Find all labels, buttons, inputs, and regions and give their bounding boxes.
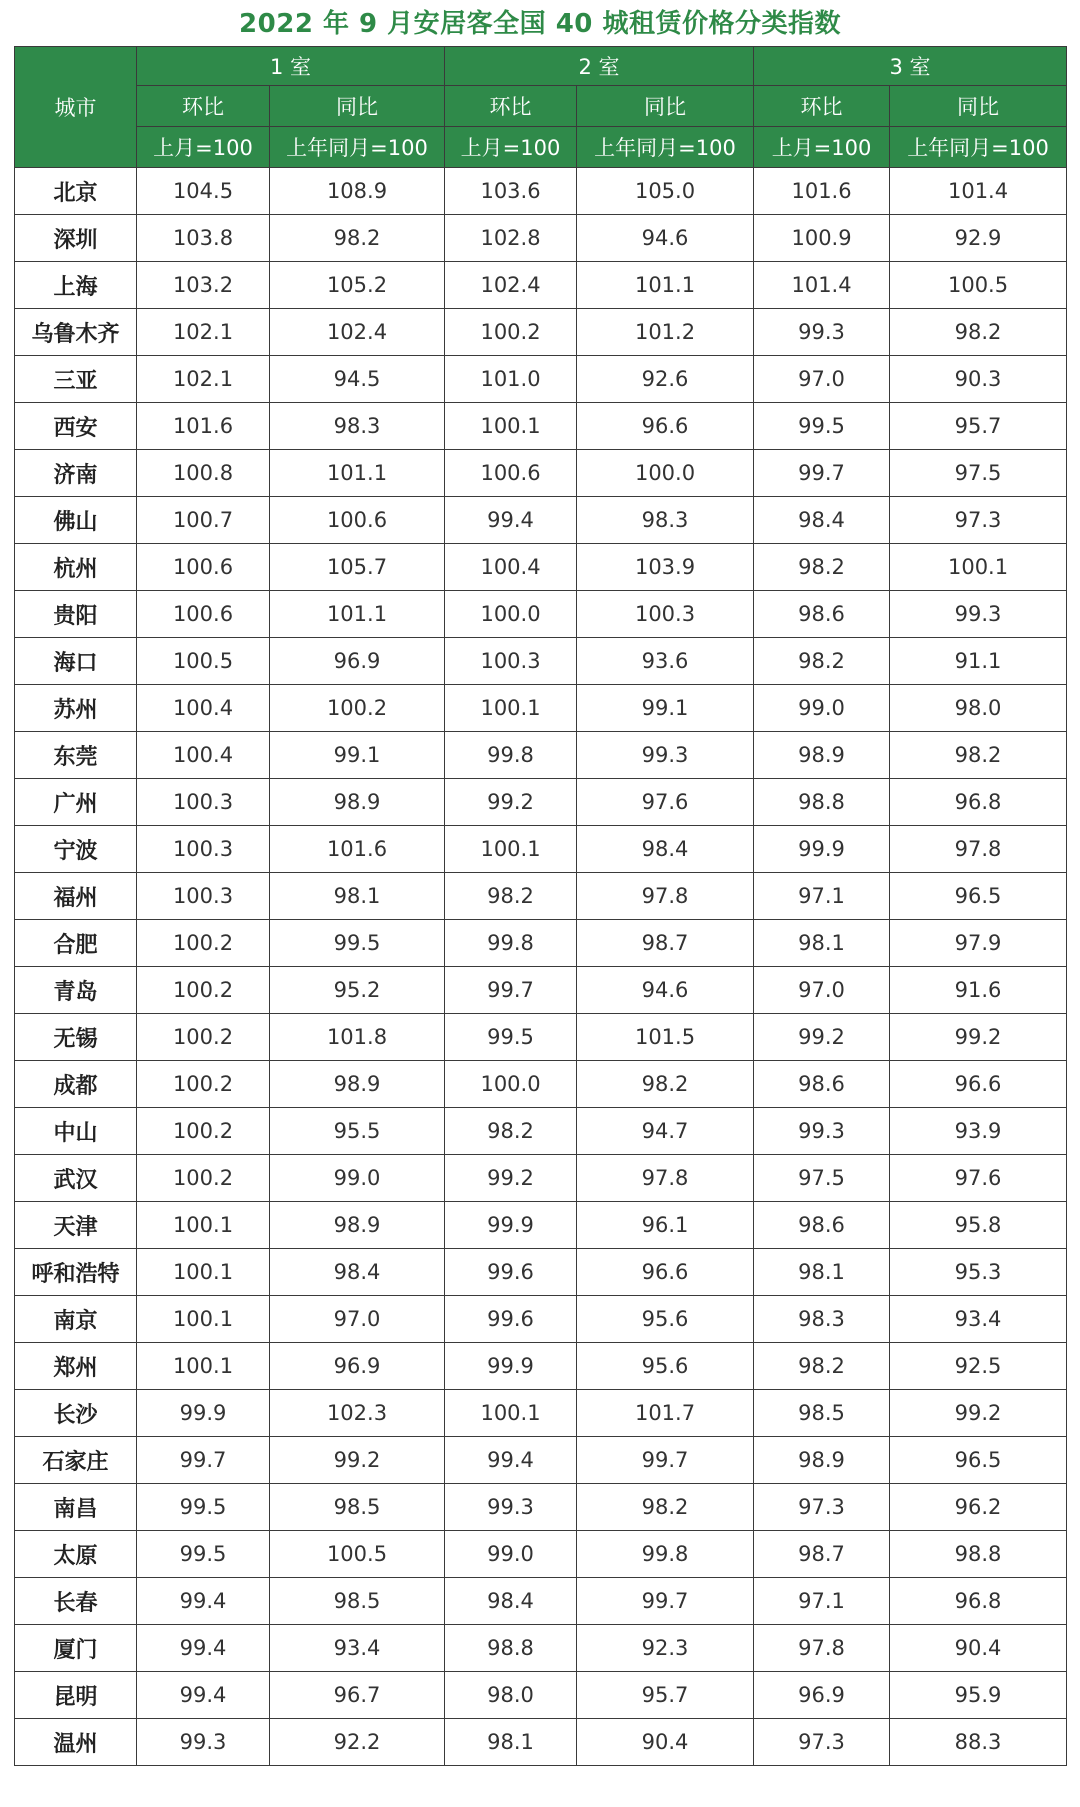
- room1-yoy-cell: 102.4: [270, 309, 445, 356]
- room2-yoy-cell: 98.2: [577, 1061, 754, 1108]
- room3-mom-cell: 98.6: [754, 591, 890, 638]
- room3-yoy-cell: 95.9: [890, 1672, 1067, 1719]
- header-group-3room: 3 室: [754, 47, 1067, 86]
- room1-yoy-cell: 99.1: [270, 732, 445, 779]
- room1-mom-cell: 99.5: [137, 1484, 270, 1531]
- room1-mom-cell: 100.4: [137, 732, 270, 779]
- room2-mom-cell: 100.1: [445, 1390, 577, 1437]
- room1-mom-cell: 99.4: [137, 1625, 270, 1672]
- table-row: [15, 1108, 1067, 1155]
- room1-mom-cell: 100.5: [137, 638, 270, 685]
- room1-mom-cell: 99.7: [137, 1437, 270, 1484]
- room2-yoy-cell: 99.7: [577, 1437, 754, 1484]
- room3-mom-cell: 98.9: [754, 732, 890, 779]
- room3-mom-cell: 99.7: [754, 450, 890, 497]
- room1-mom-cell: 99.4: [137, 1578, 270, 1625]
- room2-mom-cell: 98.1: [445, 1719, 577, 1766]
- room3-mom-cell: 98.1: [754, 1249, 890, 1296]
- room3-yoy-cell: 99.3: [890, 591, 1067, 638]
- room3-mom-cell: 101.4: [754, 262, 890, 309]
- room3-yoy-cell: 92.5: [890, 1343, 1067, 1390]
- room3-yoy-cell: 96.2: [890, 1484, 1067, 1531]
- room2-yoy-cell: 94.6: [577, 215, 754, 262]
- room3-yoy-cell: 101.4: [890, 168, 1067, 215]
- room3-yoy-cell: 95.8: [890, 1202, 1067, 1249]
- table-row: [15, 403, 1067, 450]
- room3-yoy-cell: 99.2: [890, 1390, 1067, 1437]
- room3-mom-cell: 98.6: [754, 1202, 890, 1249]
- room3-yoy-cell: 96.6: [890, 1061, 1067, 1108]
- room1-yoy-cell: 98.4: [270, 1249, 445, 1296]
- room1-yoy-cell: 95.2: [270, 967, 445, 1014]
- room3-yoy-cell: 93.9: [890, 1108, 1067, 1155]
- room3-mom-cell: 97.1: [754, 873, 890, 920]
- table-row: [15, 450, 1067, 497]
- room3-yoy-cell: 99.2: [890, 1014, 1067, 1061]
- room3-mom-cell: 97.0: [754, 967, 890, 1014]
- header-yoy: 同比: [577, 86, 754, 127]
- room1-yoy-cell: 93.4: [270, 1625, 445, 1672]
- city-cell: 乌鲁木齐: [15, 309, 137, 356]
- table-row: [15, 497, 1067, 544]
- room1-mom-cell: 104.5: [137, 168, 270, 215]
- table-row: [15, 1014, 1067, 1061]
- table-row: [15, 1343, 1067, 1390]
- table-header: [15, 47, 1067, 168]
- table-row: [15, 732, 1067, 779]
- header-group-2room: 2 室: [445, 47, 754, 86]
- room1-mom-cell: 100.3: [137, 779, 270, 826]
- city-cell: 广州: [15, 779, 137, 826]
- room2-mom-cell: 99.9: [445, 1343, 577, 1390]
- room2-yoy-cell: 98.2: [577, 1484, 754, 1531]
- table-row: [15, 779, 1067, 826]
- room3-yoy-cell: 97.9: [890, 920, 1067, 967]
- room2-mom-cell: 99.5: [445, 1014, 577, 1061]
- room1-yoy-cell: 101.8: [270, 1014, 445, 1061]
- room3-yoy-cell: 93.4: [890, 1296, 1067, 1343]
- city-cell: 福州: [15, 873, 137, 920]
- city-cell: 济南: [15, 450, 137, 497]
- city-cell: 佛山: [15, 497, 137, 544]
- room2-yoy-cell: 100.3: [577, 591, 754, 638]
- room2-mom-cell: 100.1: [445, 685, 577, 732]
- room3-mom-cell: 97.0: [754, 356, 890, 403]
- room3-mom-cell: 97.1: [754, 1578, 890, 1625]
- header-group-1room: 1 室: [137, 47, 445, 86]
- room1-yoy-cell: 105.2: [270, 262, 445, 309]
- room3-mom-cell: 100.9: [754, 215, 890, 262]
- city-cell: 贵阳: [15, 591, 137, 638]
- room3-mom-cell: 97.8: [754, 1625, 890, 1672]
- room1-yoy-cell: 98.3: [270, 403, 445, 450]
- header-yoy-base: 上年同月=100: [270, 127, 445, 168]
- header-mom: 环比: [445, 86, 577, 127]
- room2-mom-cell: 98.0: [445, 1672, 577, 1719]
- room3-yoy-cell: 95.7: [890, 403, 1067, 450]
- room1-yoy-cell: 98.9: [270, 1061, 445, 1108]
- room3-mom-cell: 98.3: [754, 1296, 890, 1343]
- room2-yoy-cell: 97.8: [577, 1155, 754, 1202]
- room2-mom-cell: 99.4: [445, 1437, 577, 1484]
- room2-mom-cell: 102.4: [445, 262, 577, 309]
- room1-yoy-cell: 99.2: [270, 1437, 445, 1484]
- room3-yoy-cell: 97.6: [890, 1155, 1067, 1202]
- city-cell: 武汉: [15, 1155, 137, 1202]
- table-row: [15, 1625, 1067, 1672]
- table-row: [15, 262, 1067, 309]
- room1-yoy-cell: 96.9: [270, 638, 445, 685]
- room1-mom-cell: 100.1: [137, 1202, 270, 1249]
- room3-yoy-cell: 90.4: [890, 1625, 1067, 1672]
- room3-mom-cell: 98.1: [754, 920, 890, 967]
- room3-yoy-cell: 98.0: [890, 685, 1067, 732]
- room1-mom-cell: 103.8: [137, 215, 270, 262]
- table-row: [15, 1531, 1067, 1578]
- room1-mom-cell: 100.2: [137, 920, 270, 967]
- room1-yoy-cell: 100.5: [270, 1531, 445, 1578]
- room3-mom-cell: 98.5: [754, 1390, 890, 1437]
- room2-yoy-cell: 95.6: [577, 1343, 754, 1390]
- room3-mom-cell: 98.7: [754, 1531, 890, 1578]
- room2-yoy-cell: 99.1: [577, 685, 754, 732]
- room1-yoy-cell: 102.3: [270, 1390, 445, 1437]
- room2-mom-cell: 99.6: [445, 1249, 577, 1296]
- room1-yoy-cell: 96.7: [270, 1672, 445, 1719]
- room1-yoy-cell: 100.6: [270, 497, 445, 544]
- room2-yoy-cell: 93.6: [577, 638, 754, 685]
- room1-mom-cell: 99.5: [137, 1531, 270, 1578]
- room2-mom-cell: 102.8: [445, 215, 577, 262]
- room2-mom-cell: 101.0: [445, 356, 577, 403]
- room1-yoy-cell: 98.9: [270, 779, 445, 826]
- room1-mom-cell: 100.1: [137, 1296, 270, 1343]
- table-row: [15, 1202, 1067, 1249]
- city-cell: 中山: [15, 1108, 137, 1155]
- room2-yoy-cell: 96.6: [577, 1249, 754, 1296]
- room1-mom-cell: 100.2: [137, 1108, 270, 1155]
- header-yoy: 同比: [890, 86, 1067, 127]
- room2-mom-cell: 100.4: [445, 544, 577, 591]
- room3-mom-cell: 97.5: [754, 1155, 890, 1202]
- room3-yoy-cell: 97.3: [890, 497, 1067, 544]
- room2-yoy-cell: 98.3: [577, 497, 754, 544]
- table-row: [15, 1155, 1067, 1202]
- table-row: [15, 873, 1067, 920]
- table-row: [15, 215, 1067, 262]
- room1-yoy-cell: 94.5: [270, 356, 445, 403]
- room1-yoy-cell: 99.5: [270, 920, 445, 967]
- room1-yoy-cell: 105.7: [270, 544, 445, 591]
- header-mom: 环比: [137, 86, 270, 127]
- room3-mom-cell: 98.2: [754, 638, 890, 685]
- table-row: [15, 1061, 1067, 1108]
- table-body: [15, 168, 1067, 1766]
- room2-yoy-cell: 96.1: [577, 1202, 754, 1249]
- city-cell: 呼和浩特: [15, 1249, 137, 1296]
- room1-yoy-cell: 98.5: [270, 1484, 445, 1531]
- header-mom: 环比: [754, 86, 890, 127]
- room3-yoy-cell: 91.6: [890, 967, 1067, 1014]
- header-yoy: 同比: [270, 86, 445, 127]
- room3-yoy-cell: 97.8: [890, 826, 1067, 873]
- room2-mom-cell: 103.6: [445, 168, 577, 215]
- room2-mom-cell: 99.8: [445, 732, 577, 779]
- room3-yoy-cell: 97.5: [890, 450, 1067, 497]
- room2-yoy-cell: 98.7: [577, 920, 754, 967]
- room2-yoy-cell: 101.5: [577, 1014, 754, 1061]
- city-cell: 南昌: [15, 1484, 137, 1531]
- room3-mom-cell: 98.8: [754, 779, 890, 826]
- room3-mom-cell: 99.5: [754, 403, 890, 450]
- room2-yoy-cell: 95.7: [577, 1672, 754, 1719]
- room2-yoy-cell: 105.0: [577, 168, 754, 215]
- room2-yoy-cell: 98.4: [577, 826, 754, 873]
- room1-mom-cell: 100.8: [137, 450, 270, 497]
- room3-yoy-cell: 100.5: [890, 262, 1067, 309]
- room1-yoy-cell: 98.2: [270, 215, 445, 262]
- header-mom-base: 上月=100: [754, 127, 890, 168]
- room2-yoy-cell: 92.6: [577, 356, 754, 403]
- room2-mom-cell: 99.7: [445, 967, 577, 1014]
- room2-mom-cell: 98.4: [445, 1578, 577, 1625]
- room2-yoy-cell: 99.3: [577, 732, 754, 779]
- room1-yoy-cell: 100.2: [270, 685, 445, 732]
- city-cell: 宁波: [15, 826, 137, 873]
- room1-mom-cell: 102.1: [137, 356, 270, 403]
- room3-yoy-cell: 96.8: [890, 779, 1067, 826]
- room2-yoy-cell: 94.7: [577, 1108, 754, 1155]
- room2-mom-cell: 99.3: [445, 1484, 577, 1531]
- room2-yoy-cell: 90.4: [577, 1719, 754, 1766]
- room3-mom-cell: 99.3: [754, 1108, 890, 1155]
- room2-mom-cell: 100.1: [445, 403, 577, 450]
- table-row: [15, 638, 1067, 685]
- room1-yoy-cell: 98.5: [270, 1578, 445, 1625]
- room3-mom-cell: 101.6: [754, 168, 890, 215]
- room2-mom-cell: 98.2: [445, 873, 577, 920]
- table-row: [15, 309, 1067, 356]
- room3-yoy-cell: 95.3: [890, 1249, 1067, 1296]
- room1-mom-cell: 100.2: [137, 1014, 270, 1061]
- room1-mom-cell: 102.1: [137, 309, 270, 356]
- room3-mom-cell: 96.9: [754, 1672, 890, 1719]
- room3-mom-cell: 99.0: [754, 685, 890, 732]
- city-cell: 石家庄: [15, 1437, 137, 1484]
- table-row: [15, 1578, 1067, 1625]
- city-cell: 合肥: [15, 920, 137, 967]
- table-row: [15, 1719, 1067, 1766]
- city-cell: 南京: [15, 1296, 137, 1343]
- table-row: [15, 685, 1067, 732]
- room1-yoy-cell: 95.5: [270, 1108, 445, 1155]
- room2-mom-cell: 99.2: [445, 1155, 577, 1202]
- table-row: [15, 544, 1067, 591]
- table-row: [15, 920, 1067, 967]
- room2-mom-cell: 99.9: [445, 1202, 577, 1249]
- room1-mom-cell: 100.1: [137, 1249, 270, 1296]
- room2-yoy-cell: 97.8: [577, 873, 754, 920]
- rent-index-table: [14, 46, 1067, 1766]
- room2-yoy-cell: 94.6: [577, 967, 754, 1014]
- room1-yoy-cell: 92.2: [270, 1719, 445, 1766]
- city-cell: 厦门: [15, 1625, 137, 1672]
- city-cell: 天津: [15, 1202, 137, 1249]
- room2-mom-cell: 100.0: [445, 1061, 577, 1108]
- room1-yoy-cell: 98.9: [270, 1202, 445, 1249]
- city-cell: 成都: [15, 1061, 137, 1108]
- table-row: [15, 1672, 1067, 1719]
- room1-mom-cell: 100.1: [137, 1343, 270, 1390]
- city-cell: 东莞: [15, 732, 137, 779]
- room2-yoy-cell: 101.1: [577, 262, 754, 309]
- room3-yoy-cell: 90.3: [890, 356, 1067, 403]
- room3-mom-cell: 98.2: [754, 1343, 890, 1390]
- room2-mom-cell: 100.1: [445, 826, 577, 873]
- room2-mom-cell: 98.2: [445, 1108, 577, 1155]
- room2-mom-cell: 100.3: [445, 638, 577, 685]
- header-yoy-base: 上年同月=100: [890, 127, 1067, 168]
- room3-mom-cell: 98.6: [754, 1061, 890, 1108]
- room1-mom-cell: 99.9: [137, 1390, 270, 1437]
- city-cell: 无锡: [15, 1014, 137, 1061]
- room1-yoy-cell: 101.6: [270, 826, 445, 873]
- city-cell: 深圳: [15, 215, 137, 262]
- room3-mom-cell: 97.3: [754, 1484, 890, 1531]
- city-cell: 杭州: [15, 544, 137, 591]
- room1-mom-cell: 99.4: [137, 1672, 270, 1719]
- room2-yoy-cell: 97.6: [577, 779, 754, 826]
- room1-yoy-cell: 101.1: [270, 591, 445, 638]
- city-cell: 北京: [15, 168, 137, 215]
- page-title: 2022 年 9 月安居客全国 40 城租赁价格分类指数: [239, 9, 841, 39]
- room2-yoy-cell: 103.9: [577, 544, 754, 591]
- table-row: [15, 967, 1067, 1014]
- header-mom-base: 上月=100: [445, 127, 577, 168]
- room2-mom-cell: 99.6: [445, 1296, 577, 1343]
- room1-mom-cell: 100.6: [137, 544, 270, 591]
- room3-mom-cell: 97.3: [754, 1719, 890, 1766]
- room1-mom-cell: 101.6: [137, 403, 270, 450]
- header-city: 城市: [15, 47, 137, 168]
- table-row: [15, 168, 1067, 215]
- room2-mom-cell: 100.6: [445, 450, 577, 497]
- city-cell: 苏州: [15, 685, 137, 732]
- room1-mom-cell: 100.2: [137, 1155, 270, 1202]
- room2-yoy-cell: 96.6: [577, 403, 754, 450]
- room1-yoy-cell: 98.1: [270, 873, 445, 920]
- room2-mom-cell: 99.4: [445, 497, 577, 544]
- room1-mom-cell: 100.2: [137, 1061, 270, 1108]
- room2-mom-cell: 99.0: [445, 1531, 577, 1578]
- city-cell: 三亚: [15, 356, 137, 403]
- room2-yoy-cell: 92.3: [577, 1625, 754, 1672]
- room2-mom-cell: 99.8: [445, 920, 577, 967]
- room3-yoy-cell: 98.2: [890, 309, 1067, 356]
- room3-yoy-cell: 96.5: [890, 873, 1067, 920]
- room2-yoy-cell: 100.0: [577, 450, 754, 497]
- room2-yoy-cell: 99.7: [577, 1578, 754, 1625]
- room3-yoy-cell: 92.9: [890, 215, 1067, 262]
- room3-mom-cell: 99.3: [754, 309, 890, 356]
- city-cell: 长沙: [15, 1390, 137, 1437]
- room1-mom-cell: 99.3: [137, 1719, 270, 1766]
- room1-yoy-cell: 101.1: [270, 450, 445, 497]
- room3-yoy-cell: 96.5: [890, 1437, 1067, 1484]
- room1-mom-cell: 100.3: [137, 873, 270, 920]
- table-row: [15, 826, 1067, 873]
- table-row: [15, 1296, 1067, 1343]
- room3-yoy-cell: 88.3: [890, 1719, 1067, 1766]
- room2-yoy-cell: 99.8: [577, 1531, 754, 1578]
- table-row: [15, 1390, 1067, 1437]
- room3-yoy-cell: 91.1: [890, 638, 1067, 685]
- room2-yoy-cell: 95.6: [577, 1296, 754, 1343]
- room1-mom-cell: 100.7: [137, 497, 270, 544]
- room1-mom-cell: 100.6: [137, 591, 270, 638]
- table-row: [15, 1437, 1067, 1484]
- room1-mom-cell: 100.2: [137, 967, 270, 1014]
- room3-yoy-cell: 98.2: [890, 732, 1067, 779]
- room3-mom-cell: 99.9: [754, 826, 890, 873]
- table-row: [15, 591, 1067, 638]
- room2-yoy-cell: 101.7: [577, 1390, 754, 1437]
- city-cell: 昆明: [15, 1672, 137, 1719]
- room3-yoy-cell: 100.1: [890, 544, 1067, 591]
- room3-mom-cell: 98.2: [754, 544, 890, 591]
- city-cell: 郑州: [15, 1343, 137, 1390]
- table-row: [15, 1249, 1067, 1296]
- room1-mom-cell: 100.3: [137, 826, 270, 873]
- header-mom-base: 上月=100: [137, 127, 270, 168]
- room2-mom-cell: 99.2: [445, 779, 577, 826]
- city-cell: 青岛: [15, 967, 137, 1014]
- room1-mom-cell: 103.2: [137, 262, 270, 309]
- room3-mom-cell: 99.2: [754, 1014, 890, 1061]
- table-row: [15, 356, 1067, 403]
- city-cell: 西安: [15, 403, 137, 450]
- room3-yoy-cell: 96.8: [890, 1578, 1067, 1625]
- city-cell: 温州: [15, 1719, 137, 1766]
- room1-yoy-cell: 99.0: [270, 1155, 445, 1202]
- room2-yoy-cell: 101.2: [577, 309, 754, 356]
- city-cell: 海口: [15, 638, 137, 685]
- city-cell: 上海: [15, 262, 137, 309]
- city-cell: 太原: [15, 1531, 137, 1578]
- room3-mom-cell: 98.9: [754, 1437, 890, 1484]
- city-cell: 长春: [15, 1578, 137, 1625]
- header-yoy-base: 上年同月=100: [577, 127, 754, 168]
- room1-yoy-cell: 97.0: [270, 1296, 445, 1343]
- table-row: [15, 1484, 1067, 1531]
- room2-mom-cell: 100.2: [445, 309, 577, 356]
- room1-mom-cell: 100.4: [137, 685, 270, 732]
- room1-yoy-cell: 96.9: [270, 1343, 445, 1390]
- room2-mom-cell: 98.8: [445, 1625, 577, 1672]
- room2-mom-cell: 100.0: [445, 591, 577, 638]
- room1-yoy-cell: 108.9: [270, 168, 445, 215]
- room3-mom-cell: 98.4: [754, 497, 890, 544]
- room3-yoy-cell: 98.8: [890, 1531, 1067, 1578]
